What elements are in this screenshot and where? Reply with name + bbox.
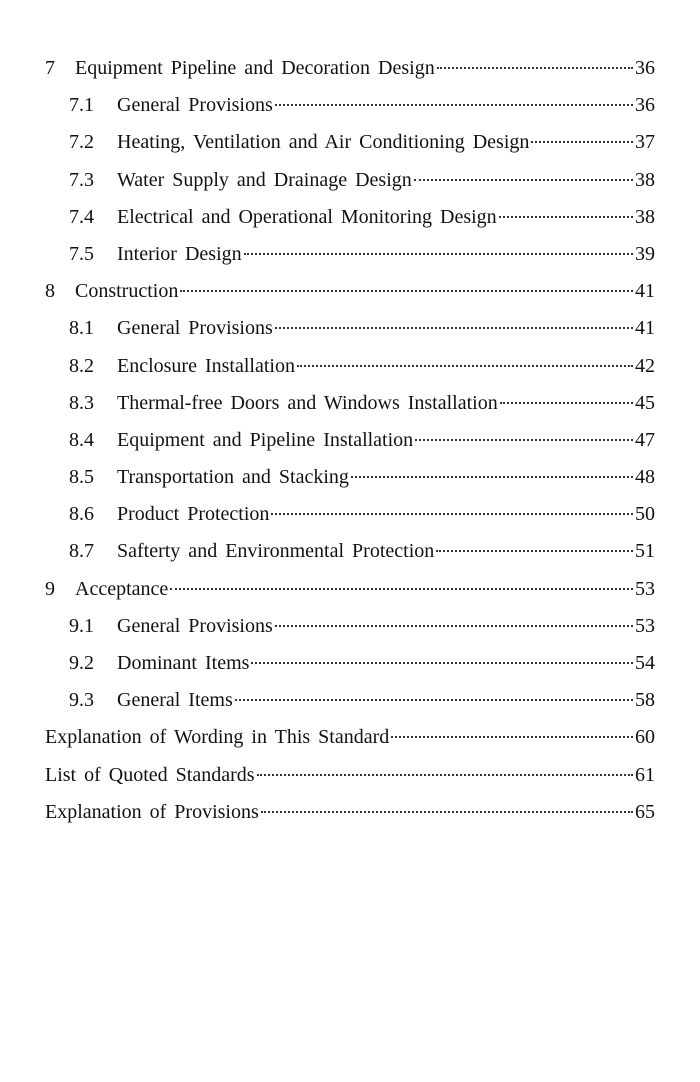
- toc-entry-page: 41: [635, 317, 655, 340]
- toc-entry-title: Transportation and Stacking: [117, 466, 349, 489]
- toc-entry-number: 7.1: [69, 94, 94, 117]
- toc-entry-title: Dominant Items: [117, 652, 250, 674]
- toc-entry[interactable]: [45, 496, 655, 533]
- toc-entry-title: General Provisions: [117, 317, 273, 340]
- toc-entry[interactable]: [45, 422, 655, 459]
- dot-leader: [180, 290, 633, 292]
- toc-entry-number: 8.6: [69, 503, 94, 526]
- toc-entry-title: Electrical and Operational Monitoring Design: [117, 205, 497, 228]
- toc-entry[interactable]: [45, 645, 655, 682]
- toc-entry-page: 39: [635, 242, 655, 265]
- dot-leader: [500, 402, 633, 404]
- toc-entry-number: 8.5: [69, 466, 94, 489]
- toc-entry-page: 60: [635, 726, 655, 749]
- toc-entry-number: 9: [45, 577, 55, 600]
- toc-entry-page: 53: [635, 614, 655, 637]
- toc-entry-page: 53: [635, 577, 655, 600]
- toc-entry-number: 7: [45, 57, 55, 79]
- toc-entry-title: Explanation of Provisions: [45, 800, 259, 823]
- dot-leader: [414, 179, 633, 181]
- dot-leader: [244, 253, 633, 255]
- dot-leader: [531, 141, 633, 143]
- toc-entry-title: Heating, Ventilation and Air Conditioning Design: [117, 131, 530, 154]
- toc-entry-page: 47: [635, 428, 655, 451]
- table-of-contents: [45, 50, 655, 831]
- toc-entry-title: Safterty and Environmental Protection: [117, 540, 435, 563]
- dot-leader: [415, 439, 633, 441]
- dot-leader: [275, 104, 633, 106]
- toc-entry-page: 58: [635, 689, 655, 712]
- toc-entry-title: Equipment Pipeline and Decoration Design: [75, 57, 435, 79]
- dot-leader: [297, 365, 633, 367]
- dot-leader: [170, 588, 633, 590]
- toc-entry-page: 65: [635, 800, 655, 823]
- toc-entry[interactable]: [45, 533, 655, 570]
- dot-leader: [275, 327, 633, 329]
- toc-entry-title: Explanation of Wording in This Standard: [45, 726, 390, 749]
- toc-entry-page: 41: [635, 280, 655, 303]
- toc-entry-title: General Provisions: [117, 94, 273, 117]
- toc-entry-number: 8.3: [69, 391, 94, 414]
- toc-entry-number: 7.4: [69, 205, 94, 228]
- toc-entry-page: 54: [635, 652, 655, 674]
- toc-entry-number: 7.5: [69, 242, 94, 265]
- toc-entry-number: 8.7: [69, 540, 94, 563]
- toc-entry-page: 38: [635, 168, 655, 191]
- toc-entry-number: 7.3: [69, 168, 94, 191]
- dot-leader: [251, 662, 633, 664]
- toc-entry[interactable]: [45, 87, 655, 124]
- toc-entry-number: 9.3: [69, 689, 94, 712]
- dot-leader: [499, 216, 633, 218]
- toc-entry-page: 48: [635, 466, 655, 489]
- toc-entry-page: 38: [635, 205, 655, 228]
- toc-entry[interactable]: [45, 236, 655, 273]
- toc-entry[interactable]: [45, 682, 655, 719]
- dot-leader: [391, 736, 633, 738]
- toc-entry[interactable]: [45, 719, 655, 756]
- toc-entry[interactable]: [45, 385, 655, 422]
- toc-entry-number: 7.2: [69, 131, 94, 154]
- toc-entry-page: 36: [635, 94, 655, 117]
- toc-entry[interactable]: [45, 273, 655, 310]
- toc-entry[interactable]: [45, 124, 655, 161]
- toc-entry-number: 8.4: [69, 428, 94, 451]
- toc-entry-title: List of Quoted Standards: [45, 763, 255, 786]
- toc-entry-title: Interior Design: [117, 242, 242, 265]
- toc-entry-title: Product Protection: [117, 503, 270, 526]
- toc-entry[interactable]: [45, 348, 655, 385]
- toc-entry-page: 37: [635, 131, 655, 154]
- toc-entry-number: 9.2: [69, 652, 94, 674]
- toc-entry[interactable]: [45, 310, 655, 347]
- toc-entry-title: Thermal-free Doors and Windows Installation: [117, 391, 498, 414]
- toc-entry-number: 8.1: [69, 317, 94, 340]
- toc-entry-title: Construction: [75, 280, 179, 303]
- toc-entry-title: Water Supply and Drainage Design: [117, 168, 412, 191]
- toc-entry-page: 61: [635, 763, 655, 786]
- toc-entry[interactable]: [45, 50, 655, 87]
- toc-entry[interactable]: [45, 608, 655, 645]
- toc-entry[interactable]: [45, 794, 655, 831]
- dot-leader: [271, 513, 633, 515]
- toc-entry-page: 51: [635, 540, 655, 563]
- dot-leader: [436, 550, 633, 552]
- toc-entry-number: 9.1: [69, 614, 94, 637]
- toc-entry-page: 50: [635, 503, 655, 526]
- toc-entry-title: Equipment and Pipeline Installation: [117, 428, 414, 451]
- toc-entry-page: 36: [635, 57, 655, 79]
- toc-entry-number: 8: [45, 280, 55, 303]
- dot-leader: [261, 811, 633, 813]
- toc-entry-title: General Items: [117, 689, 233, 712]
- dot-leader: [235, 699, 633, 701]
- dot-leader: [257, 774, 633, 776]
- toc-entry[interactable]: [45, 162, 655, 199]
- toc-entry[interactable]: [45, 199, 655, 236]
- toc-entry-number: 8.2: [69, 354, 94, 377]
- toc-entry-title: Acceptance: [75, 577, 169, 600]
- toc-entry-title: Enclosure Installation: [117, 354, 295, 377]
- dot-leader: [437, 67, 633, 69]
- toc-entry[interactable]: [45, 459, 655, 496]
- toc-entry-title: General Provisions: [117, 614, 273, 637]
- dot-leader: [275, 625, 633, 627]
- dot-leader: [351, 476, 633, 478]
- toc-entry[interactable]: [45, 571, 655, 608]
- toc-entry-page: 45: [635, 391, 655, 414]
- toc-entry[interactable]: [45, 757, 655, 794]
- toc-entry-page: 42: [635, 354, 655, 377]
